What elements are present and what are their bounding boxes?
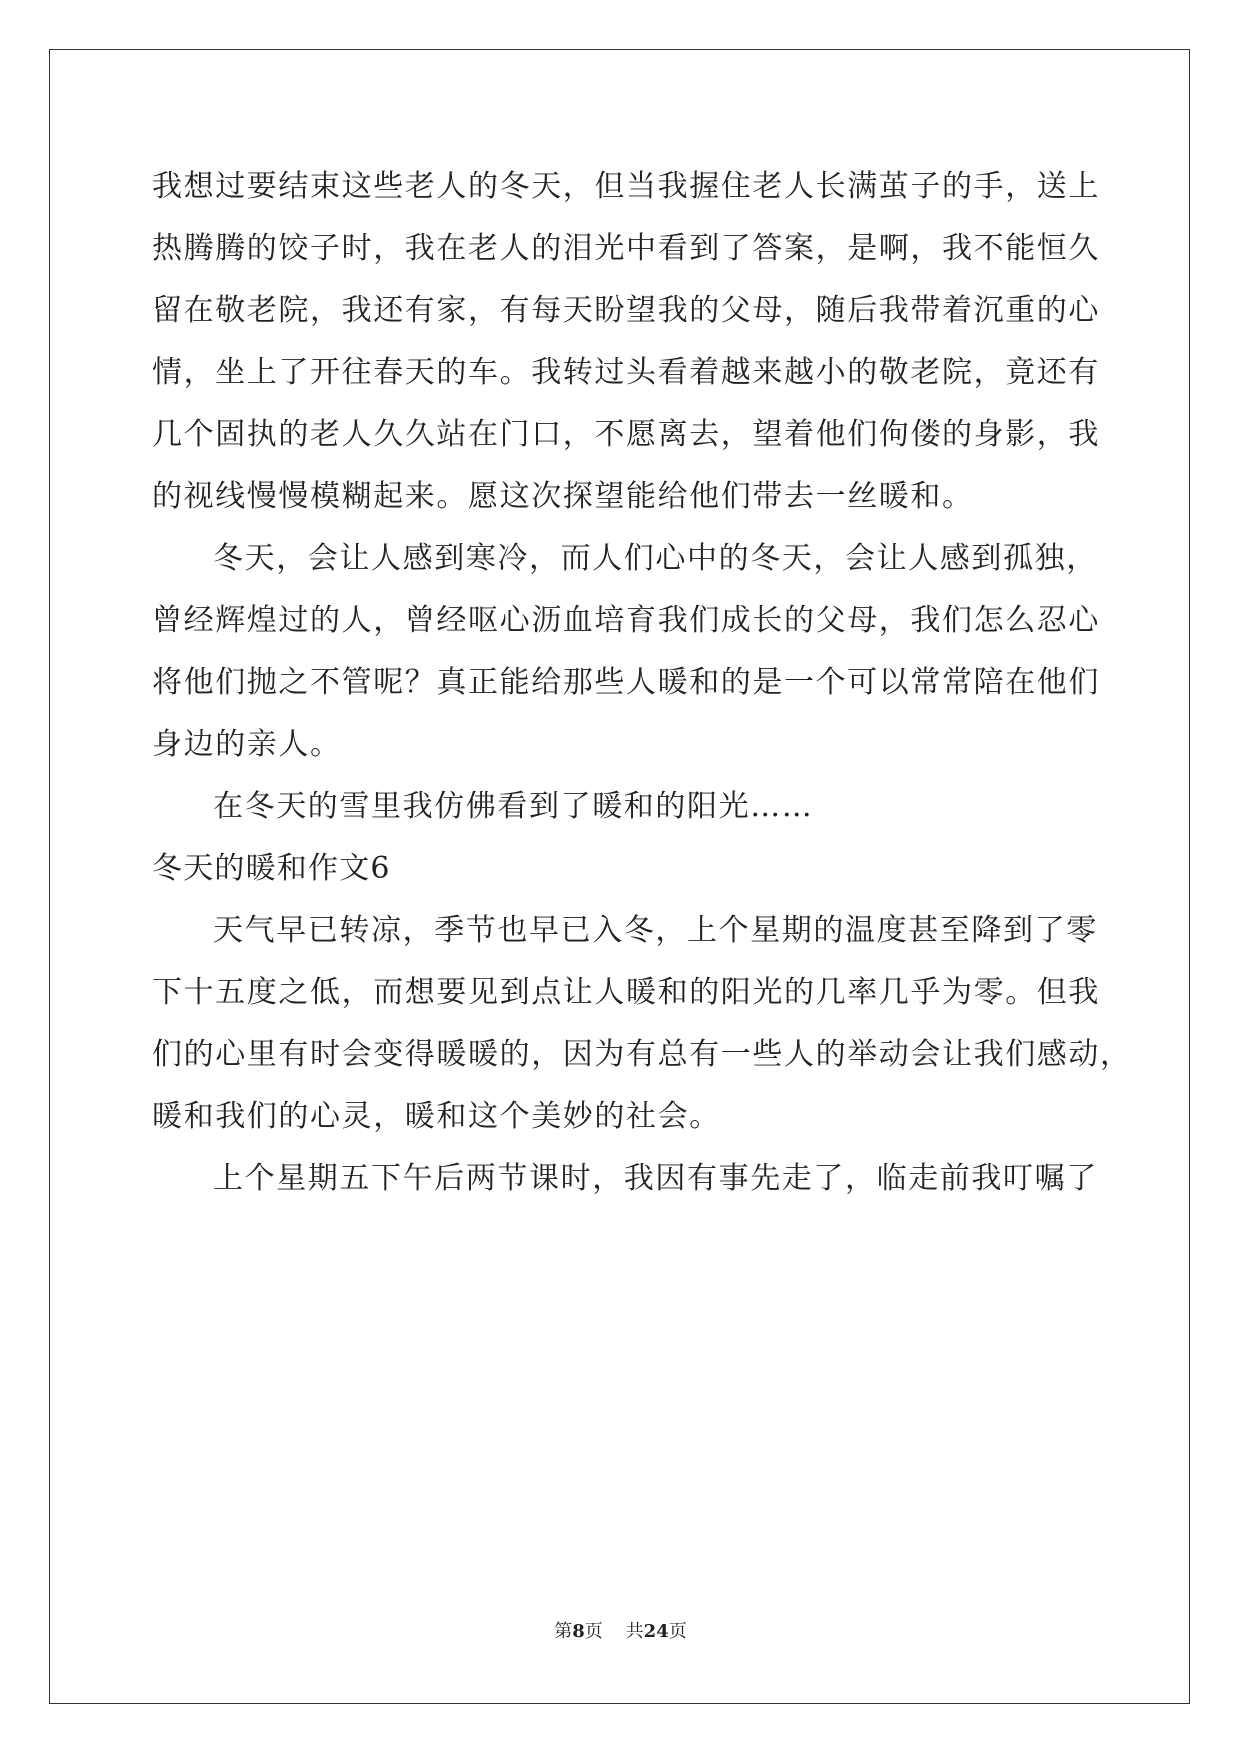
- page-footer: [0, 1620, 1241, 1644]
- body-line: 几个固执的老人久久站在门口，不愿离去，望着他们佝偻的身影，我: [152, 417, 1100, 452]
- body-line: 身边的亲人。: [152, 727, 342, 762]
- body-line: 在冬天的雪里我仿佛看到了暖和的阳光……: [213, 789, 814, 824]
- body-line: 天气早已转凉，季节也早已入冬，上个星期的温度甚至降到了零: [213, 913, 1098, 948]
- footer-suffix: 页: [668, 1621, 687, 1642]
- page-number: 8: [572, 1621, 585, 1642]
- body-line: 情，坐上了开往春天的车。我转过头看着越来越小的敬老院，竟还有: [152, 355, 1100, 390]
- body-line: 热腾腾的饺子时，我在老人的泪光中看到了答案，是啊，我不能恒久: [152, 231, 1100, 266]
- body-line: 暖和我们的心灵，暖和这个美妙的社会。: [152, 1099, 721, 1134]
- body-line: 的视线慢慢模糊起来。愿这次探望能给他们带去一丝暖和。: [152, 479, 974, 514]
- body-line: 曾经辉煌过的人，曾经呕心沥血培育我们成长的父母，我们怎么忍心: [152, 603, 1100, 638]
- body-line: 冬天，会让人感到寒冷，而人们心中的冬天，会让人感到孤独，: [213, 541, 1098, 576]
- body-line: 下十五度之低，而想要见到点让人暖和的阳光的几率几乎为零。但我: [152, 975, 1100, 1010]
- body-line: 将他们抛之不管呢？真正能给那些人暖和的是一个可以常常陪在他们: [152, 665, 1100, 700]
- total-pages: 24: [643, 1621, 669, 1642]
- body-line: 上个星期五下午后两节课时，我因有事先走了，临走前我叮嘱了: [213, 1161, 1098, 1196]
- body-line: 们的心里有时会变得暖暖的，因为有总有一些人的举动会让我们感动，: [152, 1037, 1132, 1072]
- body-line: 留在敬老院，我还有家，有每天盼望我的父母，随后我带着沉重的心: [152, 293, 1100, 328]
- footer-mid: 页 共: [584, 1621, 644, 1642]
- body-line: 我想过要结束这些老人的冬天，但当我握住老人长满茧子的手，送上: [152, 169, 1100, 204]
- section-heading: 冬天的暖和作文6: [152, 851, 391, 886]
- footer-prefix: 第: [554, 1621, 573, 1642]
